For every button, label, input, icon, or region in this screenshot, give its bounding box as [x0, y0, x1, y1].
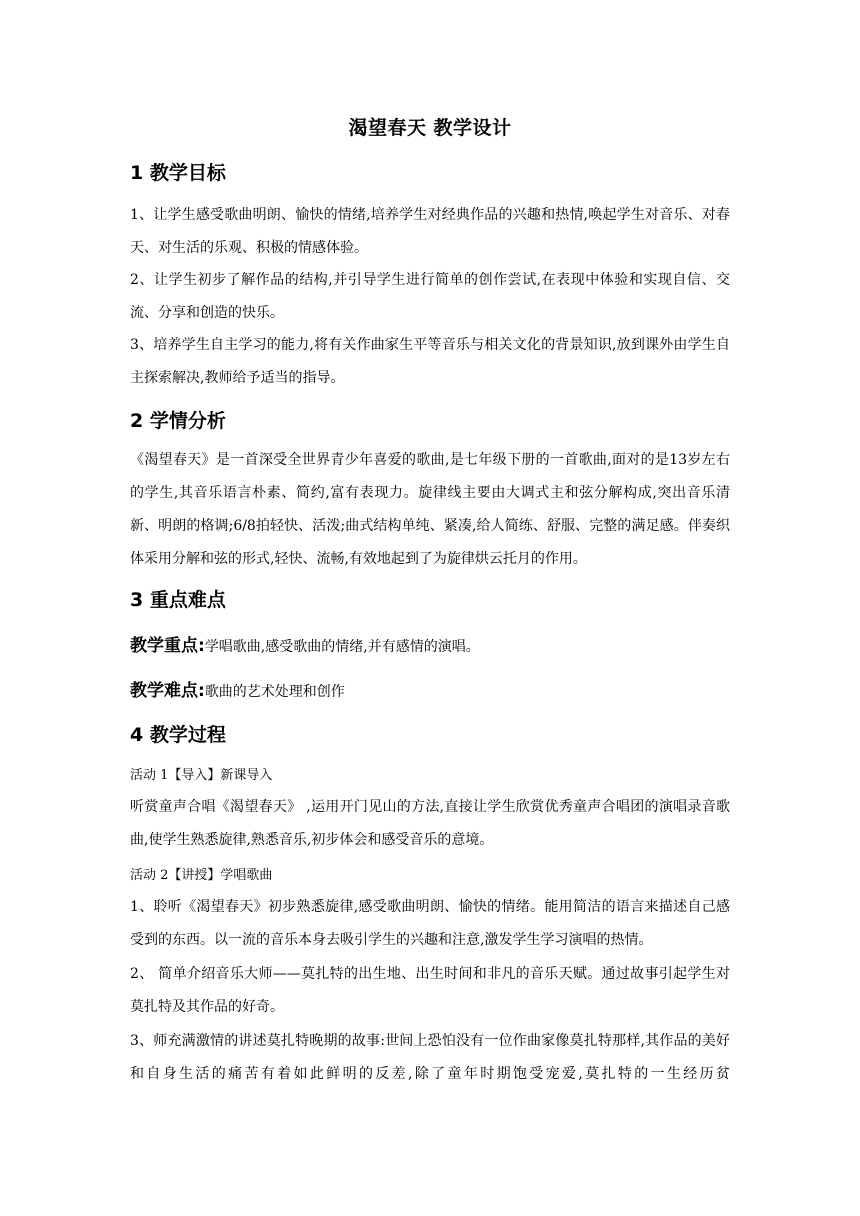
activity-1-text: 听赏童声合唱《渴望春天》 ,运用开门见山的方法,直接让学生欣赏优秀童声合唱团的演唱录音歌曲,使学生熟悉旋律,熟悉音乐,初步体会和感受音乐的意境。: [130, 799, 730, 848]
key-point-line: [130, 633, 730, 660]
section-heading-objectives: 1 教学目标: [130, 162, 226, 184]
section-heading-process: 4 教学过程: [130, 724, 226, 746]
activity-2-item-1: 1、聆听《渴望春天》初步熟悉旋律,感受歌曲明朗、愉快的情绪。能用简洁的语言来描述自己感受到的东西。以一流的音乐本身去吸引学生的兴趣和注意,激发学生学习演唱的热情。: [130, 899, 730, 948]
activity-2-item-2: 2、 简单介绍音乐大师——莫扎特的出生地、出生时间和非凡的音乐天赋。通过故事引起学生对莫扎特及其作品的好奇。: [130, 966, 730, 1015]
section-heading-key-points: 3 重点难点: [130, 589, 226, 611]
section-heading-analysis: 2 学情分析: [130, 410, 226, 432]
objective-item-3: 3、培养学生自主学习的能力,将有关作曲家生平等音乐与相关文化的背景知识,放到课外由学生自主探索解决,教师给予适当的指导。: [130, 337, 730, 386]
activity-1-title: 活动 1【导入】新课导入: [130, 768, 273, 783]
document-title: 渴望春天 教学设计: [348, 117, 512, 139]
objective-item-2: 2、让学生初步了解作品的结构,并引导学生进行简单的创作尝试,在表现中体验和实现自信、交流、分享和创造的快乐。: [130, 272, 730, 321]
difficulty-line: [130, 678, 730, 705]
analysis-paragraph: 《渴望春天》是一首深受全世界青少年喜爱的歌曲,是七年级下册的一首歌曲,面对的是13岁左右的学生,其音乐语言朴素、简约,富有表现力。旋律线主要由大调式主和弦分解构成,突出音乐清新、明朗的格调;6/8拍轻快、活泼;曲式结构单纯、紧凑,给人简练、舒服、完整的满足感。伴奏织体采用分解和弦的形式,轻快、流畅,有效地起到了为旋律烘云托月的作用。: [130, 452, 730, 567]
key-point-text: 学唱歌曲,感受歌曲的情绪,并有感情的演唱。: [204, 639, 480, 655]
objective-item-1: 1、让学生感受歌曲明朗、愉快的情绪,培养学生对经典作品的兴趣和热情,唤起学生对音乐、对春天、对生活的乐观、积极的情感体验。: [130, 207, 730, 256]
key-point-label: 教学重点:: [130, 636, 205, 656]
difficulty-text: 歌曲的艺术处理和创作: [204, 684, 345, 700]
activity-2-item-3: 3、师充满激情的讲述莫扎特晚期的故事:世间上恐怕没有一位作曲家像莫扎特那样,其作品的美好和自身生活的痛苦有着如此鲜明的反差,除了童年时期饱受宠爱,莫扎特的一生经历贫: [130, 1033, 730, 1082]
activity-2-title: 活动 2【讲授】学唱歌曲: [130, 868, 273, 883]
difficulty-label: 教学难点:: [130, 681, 205, 701]
